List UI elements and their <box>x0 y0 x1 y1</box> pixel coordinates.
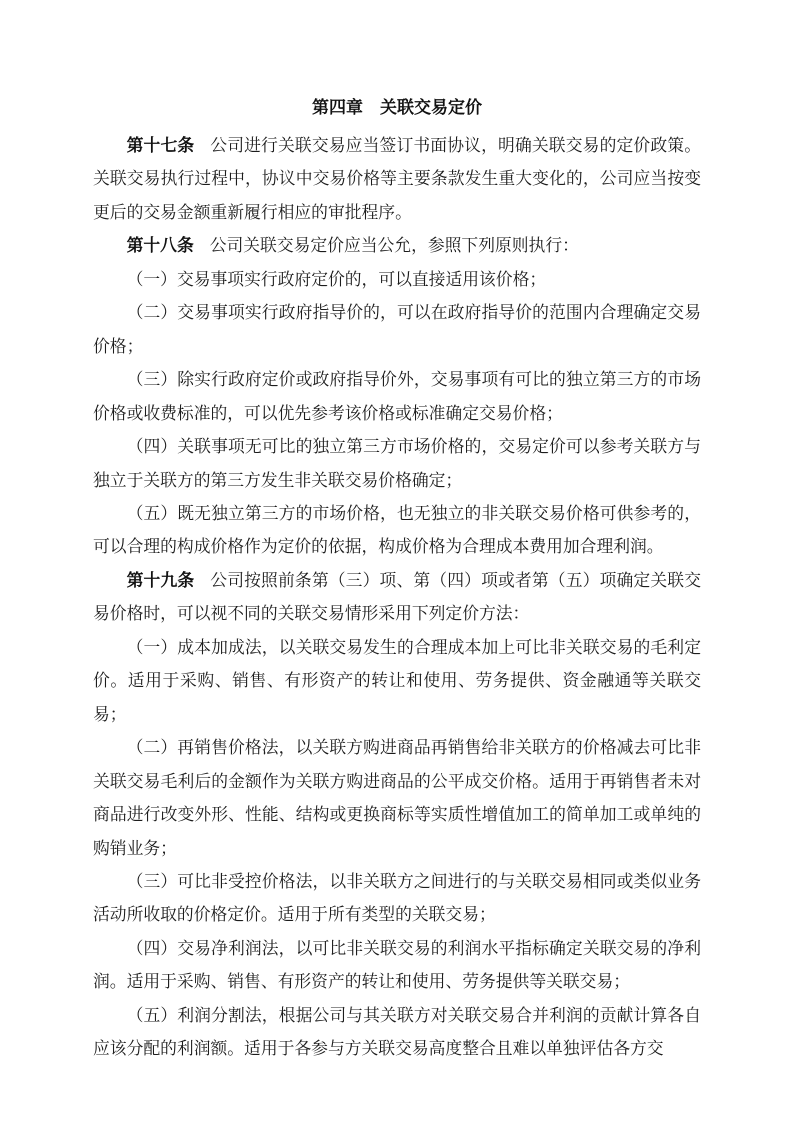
document-body <box>93 129 701 1066</box>
paragraph <box>93 932 701 999</box>
paragraph-text: （五）既无独立第三方的市场价格，也无独立的非关联交易价格可供参考的，可以合理的构成价格作为定价的依据，构成价格为合理成本费用加合理利润。 <box>93 503 701 557</box>
article-number: 第十七条 <box>126 136 195 155</box>
paragraph <box>93 229 701 262</box>
paragraph-text: （三）可比非受控价格法，以非关联方之间进行的与关联交易相同或类似业务活动所收取的价格定价。适用于所有类型的关联交易； <box>93 871 701 925</box>
paragraph <box>93 497 701 564</box>
paragraph-text: （四）关联事项无可比的独立第三方市场价格的，交易定价可以参考关联方与独立于关联方的第三方发生非关联交易价格确定； <box>93 437 701 490</box>
paragraph <box>93 296 701 363</box>
paragraph <box>93 129 701 229</box>
paragraph-text: （五）利润分割法，根据公司与其关联方对关联交易合并利润的贡献计算各自应该分配的利润额。适用于各参与方关联交易高度整合且难以单独评估各方交 <box>93 1005 701 1059</box>
paragraph <box>93 564 701 631</box>
article-number: 第十八条 <box>126 236 194 256</box>
paragraph <box>93 430 701 497</box>
paragraph-text: 公司关联交易定价应当公允，参照下列原则执行： <box>209 236 579 256</box>
article-number: 第十九条 <box>126 570 195 590</box>
paragraph-text: （三）除实行政府定价或政府指导价外，交易事项有可比的独立第三方的市场价格或收费标准的，可以优先参考该价格或标准确定交易价格； <box>93 370 701 423</box>
paragraph <box>93 865 701 932</box>
paragraph <box>93 631 701 731</box>
paragraph-text: （一）交易事项实行政府定价的，可以直接适用该价格； <box>126 269 547 289</box>
paragraph <box>93 999 701 1066</box>
paragraph-text: （一）成本加成法，以关联交易发生的合理成本加上可比非关联交易的毛利定价。适用于采购、销售、有形资产的转让和使用、劳务提供、资金融通等关联交易； <box>93 637 701 724</box>
paragraph <box>93 363 701 430</box>
chapter-title: 第四章 关联交易定价 <box>312 98 482 117</box>
paragraph-text: 公司进行关联交易应当签订书面协议，明确关联交易的定价政策。关联交易执行过程中，协议中交易价格等主要条款发生重大变化的，公司应当按变更后的交易金额重新履行相应的审批程序。 <box>93 136 701 222</box>
paragraph <box>93 731 701 865</box>
paragraph-text: （四）交易净利润法，以可比非关联交易的利润水平指标确定关联交易的净利润。适用于采购、销售、有形资产的转让和使用、劳务提供等关联交易； <box>93 938 701 992</box>
paragraph-text: （二）交易事项实行政府指导价的，可以在政府指导价的范围内合理确定交易价格； <box>93 303 701 356</box>
paragraph-text: 公司按照前条第（三）项、第（四）项或者第（五）项确定关联交易价格时，可以视不同的关联交易情形采用下列定价方法： <box>93 570 701 624</box>
paragraph-text: （二）再销售价格法，以关联方购进商品再销售给非关联方的价格减去可比非关联交易毛利后的金额作为关联方购进商品的公平成交价格。适用于再销售者未对商品进行改变外形、性能、结构或更换商标等实质性增值加工的简单加工或单纯的购销业务； <box>93 738 701 858</box>
paragraph <box>93 263 701 296</box>
